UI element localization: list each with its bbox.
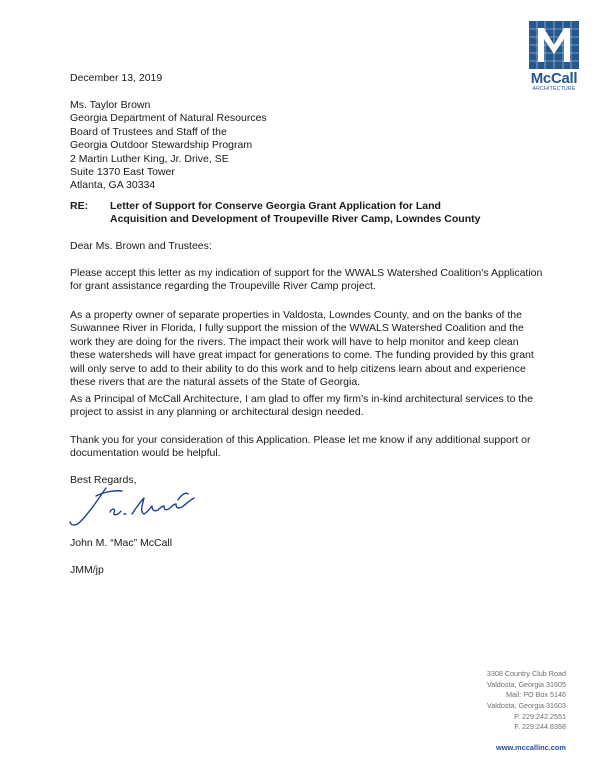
signer-name: John M. “Mac” McCall [70, 537, 173, 549]
body-paragraph [70, 434, 531, 461]
logo-subtitle: ARCHITECTURE [532, 86, 576, 92]
address-line: Georgia Outdoor Stewardship Program [70, 139, 253, 152]
paragraph-line: Suwannee River in Florida, I fully support the mission of the WWALS Watershed Coalition and the [70, 322, 524, 335]
body-paragraph [70, 309, 534, 389]
footer-line: Valdosta, Georgia 31605 [487, 679, 566, 689]
paragraph-line: documentation would be helpful. [70, 447, 221, 460]
salutation: Dear Ms. Brown and Trustees: [70, 240, 212, 252]
handwritten-signature [66, 482, 206, 532]
subject-line: Letter of Support for Conserve Georgia Grant Application for Land [110, 200, 441, 212]
footer-line: F. 229.244.8358 [514, 722, 566, 732]
paragraph-line: for grant assistance regarding the Troupeville River Camp project. [70, 280, 376, 293]
closing: Best Regards, [70, 474, 137, 486]
typist-initials: JMM/jp [70, 564, 104, 576]
paragraph-line: work they are doing for the rivers. The impact their work will have to help monitor and keep clean [70, 335, 519, 348]
address-line: Atlanta, GA 30334 [70, 179, 156, 192]
footer-line: Mail: PO Box 5146 [506, 690, 566, 700]
subject-line: Acquisition and Development of Troupeville River Camp, Lowndes County [110, 213, 481, 226]
paragraph-line: As a Principal of McCall Architecture, I am glad to offer my firm’s in-kind architectural services to the [70, 393, 533, 405]
address-line: Board of Trustees and Staff of the [70, 125, 227, 138]
subject-text [110, 200, 480, 227]
paragraph-line: project to assist in any planning or architectural design needed. [70, 406, 364, 419]
logo-name: McCall [530, 70, 578, 87]
mccall-m-logo-icon [529, 21, 579, 69]
footer-line: P. 229.242.2551 [514, 711, 566, 721]
subject-label: RE: [70, 200, 89, 212]
paragraph-line: As a property owner of separate properties in Valdosta, Lowndes County, and on the banks of the [70, 309, 522, 321]
paragraph-line: Please accept this letter as my indication of support for the WWALS Watershed Coalition’s Application [70, 267, 543, 279]
address-line: Ms. Taylor Brown [70, 99, 151, 111]
contact-footer [487, 669, 566, 733]
recipient-address [70, 99, 267, 193]
footer-line: Valdosta, Georgia 31603 [487, 701, 566, 711]
footer-line: 3308 Country Club Road [486, 669, 566, 678]
paragraph-line: Thank you for your consideration of this Application. Please let me know if any additional support or [70, 434, 531, 446]
paragraph-line: will only serve to add to their ability to do this work and to help citizens learn about and experience [70, 362, 526, 375]
paragraph-line: these watersheds will have great impact for generations to come. The funding provided by this grant [70, 349, 534, 362]
website-link[interactable]: www.mccallinc.com [496, 743, 566, 752]
address-line: Georgia Department of Natural Resources [70, 112, 267, 125]
body-paragraph [70, 267, 542, 294]
address-line: 2 Martin Luther King, Jr. Drive, SE [70, 152, 229, 165]
letter-date: December 13, 2019 [70, 72, 163, 84]
address-line: Suite 1370 East Tower [70, 165, 175, 178]
company-logo [529, 21, 579, 92]
body-paragraph [70, 393, 533, 420]
paragraph-line: these rivers that are the natural assets of the State of Georgia. [70, 375, 361, 388]
